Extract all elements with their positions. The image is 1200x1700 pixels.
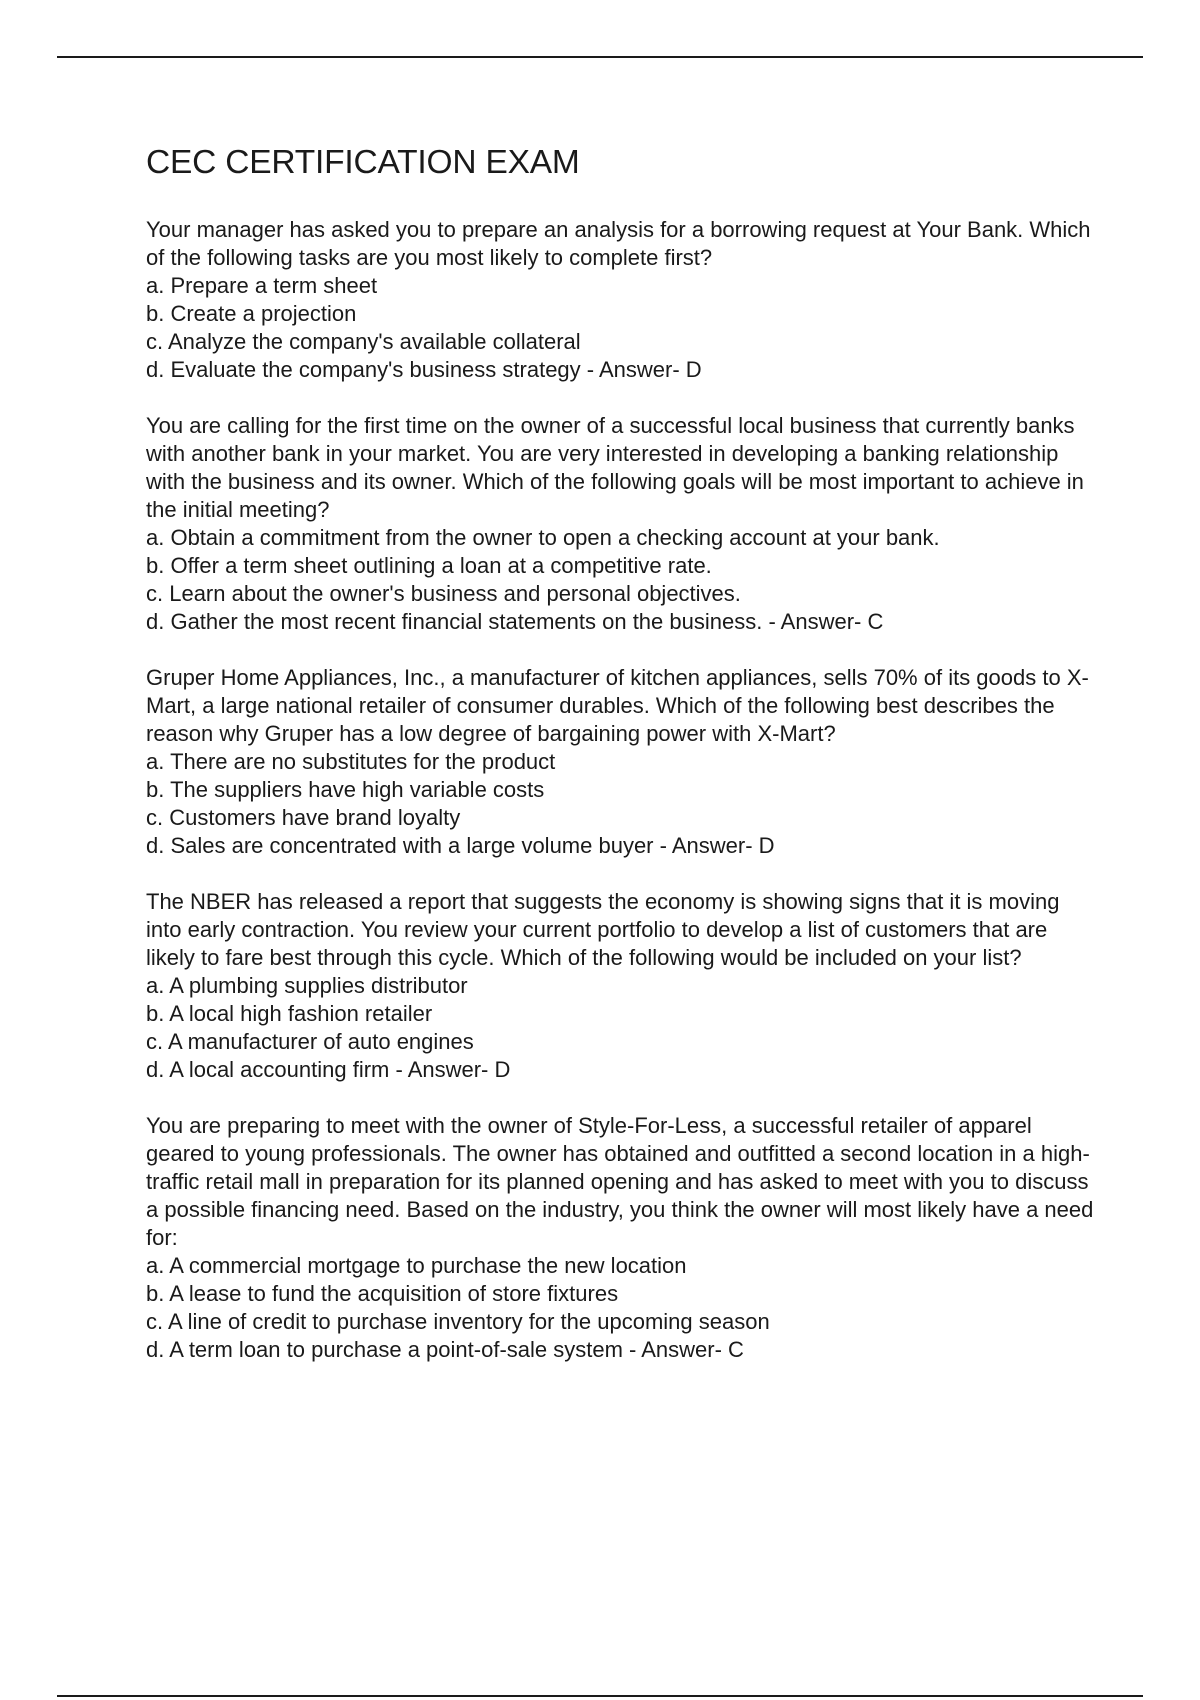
answer-option: b. A local high fashion retailer (146, 1001, 433, 1026)
answer-option: a. Obtain a commitment from the owner to open a checking account at your bank. (146, 525, 940, 550)
answer-option: a. There are no substitutes for the product (146, 749, 556, 774)
answer-option: d. Evaluate the company's business strategy - Answer- D (146, 357, 702, 382)
answer-options (146, 972, 1096, 1084)
answer-option: a. A commercial mortgage to purchase the new location (146, 1253, 687, 1278)
answer-option: b. The suppliers have high variable costs (146, 777, 545, 802)
question-text: You are preparing to meet with the owner of Style-For-Less, a successful retailer of apparel geared to young professionals. The owner has obtained and outfitted a second location in a high-traffic retail mall in preparation for its planned opening and has asked to meet with you to discuss a possible financing need. Based on the industry, you think the owner will most likely have a need for: (146, 1113, 1094, 1250)
answer-options (146, 748, 1096, 860)
answer-option: c. A manufacturer of auto engines (146, 1029, 474, 1054)
answer-option: d. A term loan to purchase a point-of-sale system - Answer- C (146, 1337, 744, 1362)
answer-option: b. A lease to fund the acquisition of store fixtures (146, 1281, 619, 1306)
answer-option: a. Prepare a term sheet (146, 273, 378, 298)
answer-option: a. A plumbing supplies distributor (146, 973, 468, 998)
answer-option: c. Analyze the company's available collateral (146, 329, 581, 354)
question-1 (146, 216, 1096, 384)
question-5 (146, 1112, 1096, 1364)
answer-option: c. A line of credit to purchase inventory for the upcoming season (146, 1309, 770, 1334)
question-2 (146, 412, 1096, 636)
answer-options (146, 1252, 1096, 1364)
question-3 (146, 664, 1096, 860)
answer-option: b. Offer a term sheet outlining a loan at a competitive rate. (146, 553, 712, 578)
question-4 (146, 888, 1096, 1084)
answer-option: b. Create a projection (146, 301, 357, 326)
answer-options (146, 524, 1096, 636)
answer-option: d. A local accounting firm - Answer- D (146, 1057, 511, 1082)
question-text: Gruper Home Appliances, Inc., a manufacturer of kitchen appliances, sells 70% of its goods to X-Mart, a large national retailer of consumer durables. Which of the following best describes the reason why Gruper has a low degree of bargaining power with X-Mart? (146, 665, 1089, 746)
top-rule (57, 56, 1143, 58)
question-text: The NBER has released a report that suggests the economy is showing signs that it is moving into early contraction. You review your current portfolio to develop a list of customers that are likely to fare best through this cycle. Which of the following would be included on your list? (146, 889, 1060, 970)
answer-option: d. Sales are concentrated with a large volume buyer - Answer- D (146, 833, 775, 858)
question-text: Your manager has asked you to prepare an analysis for a borrowing request at Your Bank. Which of the following tasks are you most likely to complete first? (146, 217, 1091, 270)
page-content (146, 140, 1096, 1392)
answer-option: c. Learn about the owner's business and personal objectives. (146, 581, 741, 606)
answer-option: d. Gather the most recent financial statements on the business. - Answer- C (146, 609, 884, 634)
bottom-rule (57, 1695, 1143, 1697)
page-title: CEC CERTIFICATION EXAM (146, 144, 580, 181)
answer-option: c. Customers have brand loyalty (146, 805, 461, 830)
answer-options (146, 272, 1096, 384)
question-text: You are calling for the first time on the owner of a successful local business that currently banks with another bank in your market. You are very interested in developing a banking relationship with the business and its owner. Which of the following goals will be most important to achieve in the initial meeting? (146, 413, 1084, 522)
